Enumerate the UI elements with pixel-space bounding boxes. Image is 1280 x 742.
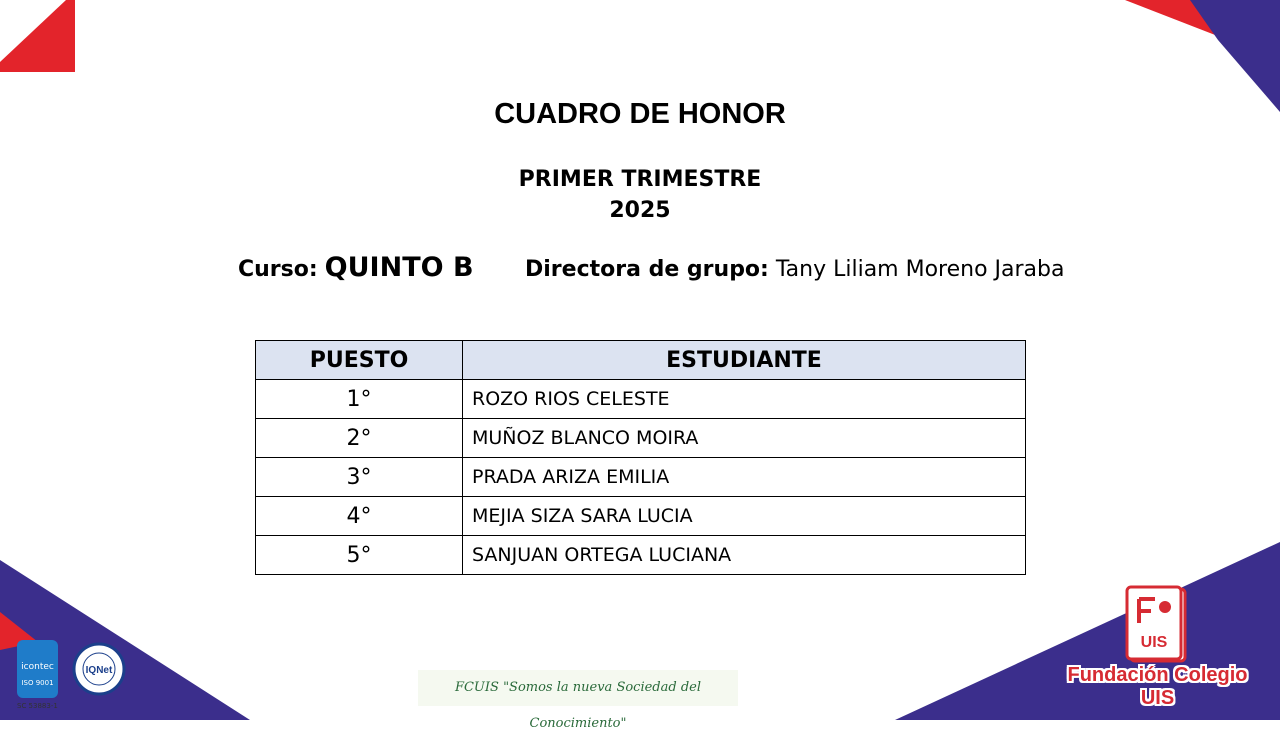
student-cell: MUÑOZ BLANCO MOIRA (463, 419, 1026, 458)
icontec-label: icontec (21, 662, 54, 672)
iqnet-label: IQNet (85, 665, 113, 676)
course-info (238, 252, 474, 283)
rank-cell: 3° (256, 458, 463, 497)
table-row (256, 497, 1026, 536)
director-value: Tany Liliam Moreno Jaraba (775, 257, 1065, 282)
rank-cell: 2° (256, 419, 463, 458)
student-cell: ROZO RIOS CELESTE (463, 380, 1026, 419)
student-cell: SANJUAN ORTEGA LUCIANA (463, 536, 1026, 575)
iqnet-badge (72, 642, 126, 696)
page-title: CUADRO DE HONOR (494, 98, 786, 130)
school-logo (1125, 585, 1189, 665)
logo-text: UIS (1140, 634, 1168, 651)
honor-table (255, 340, 1026, 575)
course-label: Curso: (238, 257, 318, 282)
school-motto: FCUIS "Somos la nueva Sociedad del Conocimiento" (418, 670, 738, 706)
course-value: QUINTO B (324, 252, 474, 283)
table-row (256, 536, 1026, 575)
top-right-purple-shape (1190, 0, 1280, 112)
director-label: Directora de grupo: (525, 257, 769, 282)
institution-name: Fundación Colegio UIS (1067, 664, 1248, 709)
column-header-estudiante: ESTUDIANTE (463, 341, 1026, 380)
rank-cell: 1° (256, 380, 463, 419)
rank-cell: 4° (256, 497, 463, 536)
column-header-puesto: PUESTO (256, 341, 463, 380)
icontec-badge (17, 640, 58, 698)
certificate-code: SC 53883-1 (17, 702, 58, 710)
student-cell: MEJIA SIZA SARA LUCIA (463, 497, 1026, 536)
director-info (525, 257, 1064, 282)
student-cell: PRADA ARIZA EMILIA (463, 458, 1026, 497)
table-header-row (256, 341, 1026, 380)
table-row (256, 380, 1026, 419)
table-row (256, 419, 1026, 458)
period-label: PRIMER TRIMESTRE (518, 167, 762, 192)
iso-label: ISO 9001 (21, 679, 54, 687)
table-row (256, 458, 1026, 497)
rank-cell: 5° (256, 536, 463, 575)
year-label: 2025 (609, 198, 671, 223)
period-heading (0, 164, 1280, 226)
